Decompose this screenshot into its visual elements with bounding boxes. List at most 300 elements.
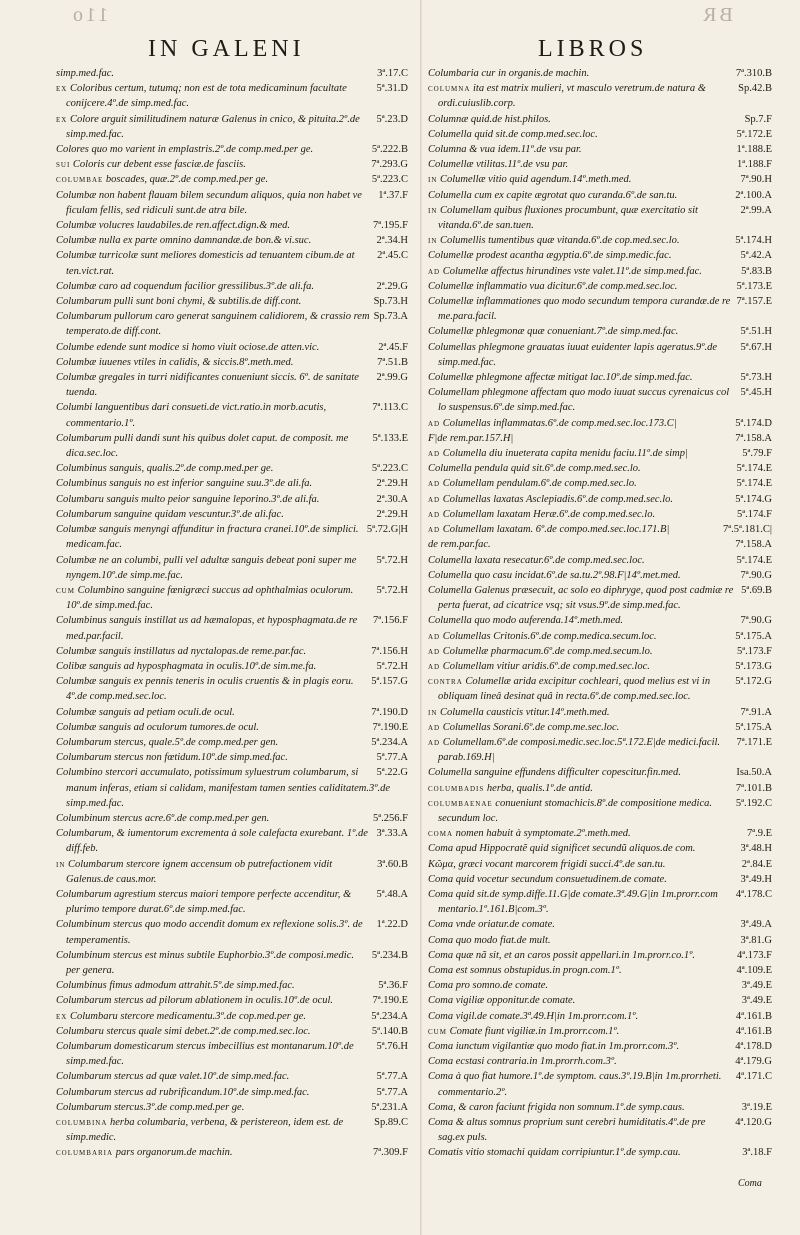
entry-text: Columbaru stercus quale simi debet.2º.de comp.med.sec.loc. bbox=[56, 1025, 311, 1037]
entry-text: Columbe edende sunt modice si homo viuit ociose.de atten.vic. bbox=[56, 341, 320, 353]
entry-text: Columbinus sanguis no est inferior sanguine suu.3º.de ali.fa. bbox=[56, 478, 313, 490]
index-entry bbox=[56, 1085, 408, 1100]
index-entry bbox=[56, 887, 408, 917]
index-entry bbox=[428, 887, 772, 917]
entry-page-reference: 2ª.99.G bbox=[376, 372, 408, 384]
entry-page-reference: 4ª.173.F bbox=[737, 949, 772, 961]
index-entry bbox=[428, 857, 772, 872]
entry-text: Columbino stercori accumulato, potissimum syluestrum columbarum, si manum inferas, etiam si calidam, manifestam tamen senties caliditatem.3º.de simp.med.fac. bbox=[56, 767, 391, 809]
index-entry bbox=[56, 431, 408, 461]
entry-page-reference: 7ª.190.E bbox=[372, 995, 408, 1007]
index-entry bbox=[428, 1039, 772, 1054]
entry-page-reference: 5ª.140.B bbox=[371, 1025, 408, 1037]
entry-text: Coma apud Hippocratẽ quid significet secundũ aliquos.de com. bbox=[428, 843, 696, 855]
index-entry bbox=[56, 476, 408, 491]
entry-page-reference: Sp.7.F bbox=[744, 113, 772, 125]
entry-page-reference: 5ª.72.H bbox=[376, 584, 408, 596]
entry-page-reference: 2ª.34.H bbox=[376, 235, 408, 247]
entry-lead-word: ex bbox=[56, 113, 68, 125]
index-entry bbox=[56, 370, 408, 400]
entry-page-reference: 5ª.174.G bbox=[735, 493, 772, 505]
index-entry bbox=[428, 705, 772, 720]
index-entry bbox=[428, 1054, 772, 1069]
entry-text: Coloribus certum, tutumq; non est de tota medicaminum facultate conijcere.4º.de simp.med.fac. bbox=[66, 83, 347, 110]
entry-text: Coma pro somno.de comate. bbox=[428, 980, 549, 992]
entry-page-reference: 7ª.171.E bbox=[736, 736, 772, 748]
index-entry bbox=[428, 537, 772, 552]
entry-lead-word: ad bbox=[428, 417, 441, 429]
index-entry bbox=[56, 948, 408, 978]
entry-page-reference: Sp.73.A bbox=[373, 311, 408, 323]
entry-text: Columella pendula quid sit.6º.de comp.med.sec.lo. bbox=[428, 463, 641, 475]
entry-page-reference: 7ª.51.B bbox=[377, 356, 408, 368]
entry-page-reference: 4ª.171.C bbox=[735, 1071, 772, 1083]
index-entry bbox=[428, 674, 772, 704]
entry-page-reference: 5ª.174.D bbox=[735, 417, 772, 429]
entry-page-reference: 1ª.188.E bbox=[736, 144, 772, 156]
index-entry bbox=[428, 203, 772, 233]
entry-text: Columbarum pullorum caro generat sanguinem calidiorem, & crassio rem temperato.de diff.cont. bbox=[56, 311, 370, 338]
entry-page-reference: 7ª.156.F bbox=[373, 615, 408, 627]
entry-text: Columellam.6º.de composi.medic.sec.loc.5ª.172.E|de medici.facil. parab.169.H| bbox=[438, 736, 721, 764]
entry-text: Columbæ sanguis ad oculorum tumores.de ocul. bbox=[56, 721, 259, 733]
index-entry bbox=[428, 112, 772, 127]
entry-page-reference: 7ª.190.D bbox=[371, 706, 408, 718]
entry-page-reference: 5ª.172.G bbox=[735, 676, 772, 688]
index-entry bbox=[428, 81, 772, 111]
entry-text: herba columbaria, verbena, & peristereon, idem est. de simp.medic. bbox=[66, 1117, 344, 1144]
index-entry bbox=[428, 613, 772, 628]
index-entry bbox=[56, 978, 408, 993]
index-entry bbox=[56, 613, 408, 643]
index-entry bbox=[428, 157, 772, 172]
entry-text: Columellam quibus fluxiones procumbunt, quæ exercitatio sit vitanda.6º.de san.tuen. bbox=[438, 204, 698, 232]
entry-page-reference: 7ª.5ª.181.C| bbox=[722, 524, 772, 536]
index-entry bbox=[56, 492, 408, 507]
entry-page-reference: 2ª.45.F bbox=[378, 341, 408, 353]
entry-lead-word: in bbox=[428, 174, 438, 186]
index-entry bbox=[56, 750, 408, 765]
entry-text: simp.med.fac. bbox=[56, 68, 115, 79]
entry-page-reference: 5ª.174.E bbox=[736, 478, 772, 490]
entry-text: herba, qualis.1º.de antid. bbox=[486, 782, 593, 794]
entry-text: Columbæ ne an columbi, pulli vel adultæ sanguis debeat poni super me nyngem.10º.de simp.me.fac. bbox=[56, 554, 357, 581]
index-entry bbox=[428, 659, 772, 674]
index-entry bbox=[428, 826, 772, 841]
entry-text: Columbarum sanguine quidam vescuntur.3º.de ali.fac. bbox=[56, 508, 284, 520]
entry-page-reference: 1ª.188.F bbox=[737, 159, 772, 171]
mirror-bleed-through bbox=[0, 6, 800, 28]
index-entry bbox=[428, 264, 772, 279]
entry-page-reference: 3ª.17.C bbox=[377, 68, 408, 79]
entry-lead-word: in bbox=[428, 706, 438, 718]
index-entry bbox=[56, 233, 408, 248]
entry-text: Columbi languentibus dari consueti.de vict.ratio.in morb.acutis, commentario.1º. bbox=[56, 402, 327, 429]
index-entry bbox=[428, 841, 772, 856]
entry-page-reference: 5ª.69.B bbox=[741, 584, 772, 596]
index-entry bbox=[428, 492, 772, 507]
entry-text: Columella quid sit.de comp.med.sec.loc. bbox=[428, 128, 598, 140]
index-entry bbox=[428, 1145, 772, 1160]
entry-lead-word: contra bbox=[428, 676, 463, 688]
entry-text: Coma quid sit.de symp.diffe.11.G|de comate.3ª.49.G|in 1m.prorr.com mentario.1º.161.B|com.3º. bbox=[428, 888, 718, 916]
entry-page-reference: 2ª.29.H bbox=[376, 508, 408, 520]
index-entry bbox=[428, 993, 772, 1008]
index-entry bbox=[56, 157, 408, 172]
index-entry bbox=[428, 629, 772, 644]
index-entry bbox=[428, 340, 772, 370]
entry-text: Columella laxata resecatur.6º.de comp.med.sec.loc. bbox=[428, 554, 645, 566]
entry-text: Coloris cur debent esse fasciæ.de fasciis. bbox=[72, 159, 246, 171]
entry-text: Columbaria cur in organis.de machin. bbox=[428, 68, 590, 79]
index-entry bbox=[56, 826, 408, 856]
entry-text: Columella sanguine effundens difficulter copescitur.fin.med. bbox=[428, 767, 681, 779]
entry-text: Coma à quo fiat humore.1º.de symptom. caus.3º.19.B|in 1m.prorrheti. commentario.2º. bbox=[428, 1071, 722, 1098]
entry-lead-word: ad bbox=[428, 736, 441, 748]
index-entry bbox=[56, 765, 408, 811]
index-entry bbox=[428, 461, 772, 476]
index-entry bbox=[56, 993, 408, 1008]
entry-text: Columellæ arida excipitur cochleari, quod melius est vi in obliquam lineâ desinat quâ in recta.6º.de comp.med.sec.loc. bbox=[438, 676, 711, 703]
entry-lead-word: ex bbox=[56, 83, 68, 95]
entry-page-reference: 7ª.101.B bbox=[735, 782, 772, 794]
entry-page-reference: 5ª.72.G|H bbox=[366, 524, 408, 536]
entry-page-reference: 3ª.60.B bbox=[377, 858, 408, 870]
index-entry bbox=[56, 1145, 408, 1160]
entry-page-reference: 5ª.172.E bbox=[736, 128, 772, 140]
entry-page-reference: 4ª.178.C bbox=[735, 888, 772, 900]
entry-text: Columellæ pharmacum.6º.de comp.med.secum.lo. bbox=[442, 645, 653, 657]
entry-page-reference: 5ª.192.C bbox=[735, 797, 772, 809]
entry-text: Columbarum stercus.3º.de comp.med.per ge. bbox=[56, 1101, 245, 1113]
index-entry bbox=[428, 142, 772, 157]
entry-page-reference: 7ª.9.E bbox=[746, 828, 772, 840]
entry-text: Columella Galenus præsecuit, ac solo eo diphryge, quod post cadmiæ re perta fuerat, ad cicatrice vsq; sit vsus.9º.de simp.med.fac. bbox=[428, 584, 734, 612]
running-title-right: LIBROS bbox=[538, 36, 648, 62]
entry-lead-word: in bbox=[56, 858, 66, 870]
entry-text: Columellam laxatam. 6º.de compo.med.sec.loc.171.B| bbox=[442, 524, 670, 536]
entry-text: Columellæ inflammatio vua dicitur.6º.de comp.med.sec.loc. bbox=[428, 280, 678, 292]
entry-text: Columbino sanguine fœnigræci succus ad ophthalmias oculorum. 10º.de simp.med.fac. bbox=[66, 584, 354, 612]
entry-text: Coma vigiliæ opponitur.de comate. bbox=[428, 995, 576, 1007]
entry-page-reference: 5ª.256.F bbox=[373, 812, 408, 824]
entry-text: Columbæ sanguis ex pennis teneris in oculis cruentis & in plagis eoru. 4º.de comp.med.sec.loc. bbox=[56, 676, 354, 703]
index-entry bbox=[56, 583, 408, 613]
entry-page-reference: 5ª.175.A bbox=[735, 721, 772, 733]
entry-page-reference: 4ª.161.B bbox=[735, 1010, 772, 1022]
entry-page-reference: 5ª.72.H bbox=[376, 660, 408, 672]
entry-page-reference: 5ª.48.A bbox=[376, 888, 408, 900]
catchword: Coma bbox=[738, 1178, 762, 1189]
index-entry bbox=[56, 461, 408, 476]
index-entry bbox=[56, 507, 408, 522]
entry-page-reference: 5ª.79.F bbox=[742, 448, 772, 460]
entry-page-reference: 3ª.48.H bbox=[740, 843, 772, 855]
entry-page-reference: 2ª.100.A bbox=[735, 189, 772, 201]
index-entry bbox=[428, 416, 772, 431]
entry-page-reference: 2ª.45.C bbox=[377, 250, 408, 262]
index-entry bbox=[428, 948, 772, 963]
index-entry bbox=[56, 294, 408, 309]
index-entry bbox=[428, 796, 772, 826]
entry-lead-word: columbadis bbox=[428, 782, 485, 794]
entry-text: Columbæ gregales in turri nidificantes conueniunt siccis. 6º. de sanitate tuenda. bbox=[56, 372, 359, 399]
entry-text: Columellæ prodest acantha ægyptia.6º.de simp.medic.fac. bbox=[428, 250, 672, 262]
entry-text: Columella causticis vtitur.14º.meth.med. bbox=[440, 706, 610, 718]
entry-text: Colores quo mo varient in emplastris.2º.de comp.med.per ge. bbox=[56, 144, 314, 156]
index-entry bbox=[428, 568, 772, 583]
entry-lead-word: ad bbox=[428, 478, 441, 490]
entry-text: Columella diu inueterata capita menidu faciu.11º.de simp| bbox=[442, 448, 688, 460]
entry-text: Columellas inflammatas.6º.de comp.med.sec.loc.173.C| bbox=[442, 417, 677, 429]
index-entry bbox=[428, 385, 772, 415]
entry-text: Coma quæ nã sit, et an caros possit appellari.in 1m.prorr.co.1º. bbox=[428, 949, 696, 961]
index-entry bbox=[56, 644, 408, 659]
index-entry bbox=[428, 978, 772, 993]
entry-lead-word: ad bbox=[428, 645, 441, 657]
entry-lead-word: ad bbox=[428, 448, 441, 460]
entry-page-reference: 3ª.49.E bbox=[741, 980, 772, 992]
index-entry bbox=[56, 522, 408, 552]
index-entry bbox=[56, 735, 408, 750]
entry-text: Comatis vitio stomachi quidam corripiuntur.1º.de symp.cau. bbox=[428, 1147, 681, 1159]
entry-page-reference: 5ª.77.A bbox=[376, 752, 408, 764]
entry-lead-word: ad bbox=[428, 524, 441, 536]
entry-text: Coma quo modo fiat.de mult. bbox=[428, 934, 551, 946]
index-entry bbox=[428, 66, 772, 81]
entry-text: Coma iunctum vigilantiæ quo modo fiat.in 1m.prorr.com.3º. bbox=[428, 1041, 680, 1052]
entry-text: Columbarum stercore ignem accensum ob putrefactionem vidit Galenus.de caus.mor. bbox=[66, 858, 333, 885]
index-entry bbox=[56, 248, 408, 278]
entry-page-reference: 5ª.175.A bbox=[735, 630, 772, 642]
index-entry bbox=[56, 66, 408, 81]
entry-page-reference: 5ª.157.G bbox=[371, 676, 408, 688]
entry-page-reference: 5ª.173.E bbox=[736, 280, 772, 292]
entry-page-reference: 5ª.174.H bbox=[735, 235, 772, 247]
entry-page-reference: 5ª.72.H bbox=[376, 554, 408, 566]
entry-page-reference: 5ª.77.A bbox=[376, 1086, 408, 1098]
entry-lead-word: ad bbox=[428, 660, 441, 672]
bleed-left-text: 11o bbox=[70, 6, 109, 26]
index-entry bbox=[56, 81, 408, 111]
entry-page-reference: 3ª.18.F bbox=[742, 1147, 772, 1159]
entry-text: Columbinum stercus est minus subtile Euphorbio.3º.de composi.medic. per genera. bbox=[56, 949, 355, 976]
index-entry bbox=[56, 340, 408, 355]
index-entry bbox=[428, 1100, 772, 1115]
entry-text: Columellam pendulam.6º.de comp.med.sec.lo. bbox=[442, 478, 637, 490]
entry-lead-word: ad bbox=[428, 265, 441, 277]
entry-lead-word: cum bbox=[56, 584, 75, 596]
entry-page-reference: 7ª.91.A bbox=[740, 706, 772, 718]
index-entry bbox=[56, 1115, 408, 1145]
entry-lead-word: columbaenae bbox=[428, 797, 493, 809]
index-column-right bbox=[428, 66, 772, 1176]
entry-text: Columellas laxatas Asclepiadis.6º.de comp.med.sec.lo. bbox=[442, 493, 673, 505]
entry-text: Columbinum stercus quo modo accendit domum ex reflexione solis.3º. de temperamentis. bbox=[56, 919, 363, 946]
entry-text: Columbarum stercus ad quæ valet.10º.de simp.med.fac. bbox=[56, 1071, 290, 1083]
entry-text: Columellas Critonis.6º.de comp.medica.secum.loc. bbox=[442, 630, 657, 642]
entry-page-reference: 5ª.234.B bbox=[371, 949, 408, 961]
entry-text: Columbæ turricolæ sunt meliores domesticis ad tenuantem cibum.de at ten.vict.rat. bbox=[56, 250, 355, 277]
entry-page-reference: 5ª.234.A bbox=[371, 1010, 408, 1022]
entry-page-reference: 5ª.223.C bbox=[371, 463, 408, 475]
entry-text: Coma est somnus obstupidus.in progn.com.1º. bbox=[428, 964, 622, 976]
entry-page-reference: 7ª.158.A bbox=[735, 432, 772, 444]
entry-text: Columbinum stercus acre.6º.de comp.med.per gen. bbox=[56, 812, 270, 824]
index-entry bbox=[428, 476, 772, 491]
entry-page-reference: 5ª.133.E bbox=[372, 432, 408, 444]
entry-text: Columellam laxatam Heræ.6º.de comp.med.sec.lo. bbox=[442, 508, 656, 520]
entry-page-reference: 2ª.29.G bbox=[376, 280, 408, 292]
index-entry bbox=[428, 431, 772, 446]
entry-page-reference: 5ª.23.D bbox=[376, 113, 408, 125]
entry-text: Columbinus sanguis, qualis.2º.de comp.med.per ge. bbox=[56, 463, 274, 475]
entry-page-reference: 5ª.67.H bbox=[740, 341, 772, 353]
index-entry bbox=[56, 1024, 408, 1039]
entry-text: Columellis tumentibus quæ vitanda.6º.de cop.med.sec.lo. bbox=[440, 235, 680, 247]
entry-text: conueniunt stomachicis.8º.de compositione medica. secundum loc. bbox=[438, 797, 713, 824]
index-entry bbox=[428, 507, 772, 522]
entry-text: Columbarum stercus ad pilorum ablationem in oculis.10º.de ocul. bbox=[56, 995, 334, 1007]
index-entry bbox=[428, 522, 772, 537]
entry-page-reference: 5ª.231.A bbox=[371, 1101, 408, 1113]
index-entry bbox=[56, 112, 408, 142]
entry-text: pars organorum.de machin. bbox=[115, 1147, 233, 1159]
index-entry bbox=[56, 1100, 408, 1115]
entry-text: F|de rem.par.157.H| bbox=[428, 432, 514, 444]
entry-page-reference: 5ª.223.C bbox=[371, 174, 408, 186]
entry-page-reference: 4ª.109.E bbox=[736, 964, 772, 976]
entry-page-reference: 5ª.173.F bbox=[737, 645, 772, 657]
index-entry bbox=[428, 1069, 772, 1099]
entry-page-reference: 5ª.77.A bbox=[376, 1071, 408, 1083]
entry-page-reference: 7ª.113.C bbox=[372, 402, 408, 414]
entry-page-reference: 3ª.19.E bbox=[741, 1101, 772, 1113]
entry-lead-word: ad bbox=[428, 493, 441, 505]
entry-page-reference: 5ª.45.H bbox=[740, 387, 772, 399]
entry-page-reference: 5ª.73.H bbox=[740, 372, 772, 384]
entry-text: Coma, & caron faciunt frigida non somnum.1º.de symp.caus. bbox=[428, 1101, 685, 1113]
index-entry bbox=[428, 1024, 772, 1039]
index-entry bbox=[428, 644, 772, 659]
index-entry bbox=[428, 1009, 772, 1024]
index-entry bbox=[56, 188, 408, 218]
entry-text: Coma vigil.de comate.3ª.49.H|in 1m.prorr.com.1º. bbox=[428, 1010, 639, 1022]
entry-page-reference: 5ª.22.G bbox=[376, 767, 408, 779]
entry-text: Columbæ caro ad coquendum facilior gressilibus.3º.de ali.fa. bbox=[56, 280, 314, 292]
entry-page-reference: 5ª.174.E bbox=[736, 463, 772, 475]
entry-page-reference: 2ª.29.H bbox=[376, 478, 408, 490]
entry-lead-word: ad bbox=[428, 721, 441, 733]
index-entry bbox=[428, 963, 772, 978]
entry-text: Columbæ sanguis menyngi affunditur in fractura cranei.10º.de simplici. medicam.fac. bbox=[56, 524, 359, 551]
index-entry bbox=[428, 294, 772, 324]
index-entry bbox=[56, 218, 408, 233]
entry-page-reference: 5ª.51.H bbox=[740, 326, 772, 338]
entry-lead-word: coma bbox=[428, 828, 454, 840]
entry-text: Columbæ sanguis ad petiam oculi.de ocul. bbox=[56, 706, 235, 718]
index-entry bbox=[56, 553, 408, 583]
entry-page-reference: 1ª.22.D bbox=[376, 919, 408, 931]
page-gutter bbox=[420, 0, 422, 1235]
entry-text: Columna & vua idem.11º.de vsu par. bbox=[428, 144, 582, 156]
entry-text: Columella cum ex capite ægrotat quo curanda.6º.de san.tu. bbox=[428, 189, 678, 201]
entry-lead-word: ad bbox=[428, 508, 441, 520]
entry-page-reference: Isa.50.A bbox=[736, 767, 772, 779]
entry-text: Columella quo modo auferenda.14º.meth.med. bbox=[428, 615, 624, 627]
entry-page-reference: 5ª.173.G bbox=[735, 660, 772, 672]
index-entry bbox=[56, 355, 408, 370]
entry-text: Columbinus fimus admodum attrahit.5º.de simp.med.fac. bbox=[56, 980, 295, 992]
entry-lead-word: in bbox=[428, 204, 438, 216]
entry-text: boscades, quæ.2º.de comp.med.per ge. bbox=[105, 174, 269, 186]
entry-page-reference: 3ª.49.A bbox=[740, 919, 772, 931]
entry-text: Colore arguit similitudinem naturæ Galenus in cnico, & pituita.2º.de simp.med.fac. bbox=[66, 113, 360, 140]
entry-text: de rem.par.fac. bbox=[428, 539, 491, 551]
entry-text: Columellas phlegmone grauatas iuuat euidenter lapis ageratus.9º.de simp.med.fac. bbox=[428, 341, 718, 368]
entry-page-reference: 7ª.293.G bbox=[371, 159, 408, 171]
entry-text: Κῶμα, græci vocant marcorem frigidi succi.4º.de san.tu. bbox=[428, 858, 666, 870]
entry-text: Columellæ phlegmone affectæ mitigat lac.10º.de simp.med.fac. bbox=[428, 372, 693, 384]
entry-text: Columbarum agrestium stercus maiori tempore perfecte accenditur, & plurimo tempore durat.6º.de simp.med.fac. bbox=[56, 888, 352, 916]
index-entry bbox=[56, 400, 408, 430]
entry-text: Columnæ quid.de hist.philos. bbox=[428, 113, 551, 125]
entry-text: Columbarum domesticarum stercus imbecillius est montanarum.10º.de simp.med.fac. bbox=[56, 1041, 354, 1068]
entry-page-reference: 5ª.174.E bbox=[736, 554, 772, 566]
entry-text: Columbaru stercore medicamentu.3º.de cop.med.per ge. bbox=[69, 1010, 307, 1022]
entry-page-reference: 7ª.90.G bbox=[740, 615, 772, 627]
entry-text: Columella quo casu incidat.6º.de sa.tu.2º.98.F|14º.met.med. bbox=[428, 569, 681, 581]
index-column-left bbox=[56, 66, 408, 1176]
index-entry bbox=[428, 446, 772, 461]
entry-text: Columellæ vtilitas.11º.de vsu par. bbox=[428, 159, 569, 171]
index-entry bbox=[428, 370, 772, 385]
index-entry bbox=[428, 172, 772, 187]
entry-text: Coma ecstasi contraria.in 1m.prorrh.com.3º. bbox=[428, 1056, 617, 1068]
entry-page-reference: 3ª.81.G bbox=[740, 934, 772, 946]
entry-lead-word: ad bbox=[428, 630, 441, 642]
entry-text: Columbarum pulli dandi sunt his quibus dolet caput. de composit. me dica.sec.loc. bbox=[56, 432, 349, 460]
entry-text: Columbarum pulli sunt boni chymi, & subtilis.de diff.cont. bbox=[56, 296, 302, 308]
entry-text: Columbæ non habent flauam bilem secundum aliquos, quia non habet ve ficulam fellis, sed ridiculi sunt.de atra bile. bbox=[56, 189, 362, 216]
index-entry bbox=[56, 857, 408, 887]
entry-page-reference: Sp.42.B bbox=[738, 83, 772, 95]
entry-page-reference: 3ª.49.H bbox=[740, 873, 772, 885]
entry-page-reference: 5ª.234.A bbox=[371, 736, 408, 748]
index-entry bbox=[56, 659, 408, 674]
entry-lead-word: columbaria bbox=[56, 1147, 114, 1159]
running-title-left: IN GALENI bbox=[148, 36, 305, 62]
entry-page-reference: 5ª.174.F bbox=[737, 508, 772, 520]
entry-page-reference: 7ª.156.H bbox=[371, 645, 408, 657]
index-entry bbox=[56, 811, 408, 826]
index-entry bbox=[56, 309, 408, 339]
index-entry bbox=[428, 735, 772, 765]
entry-page-reference: 7ª.309.F bbox=[373, 1147, 408, 1159]
index-entry bbox=[428, 324, 772, 339]
entry-page-reference: 7ª.157.E bbox=[736, 296, 772, 308]
entry-text: nomen habuit à symptomate.2º.meth.med. bbox=[455, 828, 631, 840]
entry-text: Columbæ sanguis instillatus ad nyctalopas.de reme.par.fac. bbox=[56, 645, 307, 657]
entry-page-reference: 5ª.83.B bbox=[741, 265, 772, 277]
entry-text: Columbaru sanguis multo peior sanguine leporino.3º.de ali.fa. bbox=[56, 493, 320, 505]
entry-page-reference: 5ª.36.F bbox=[378, 980, 408, 992]
entry-page-reference: 7ª.90.H bbox=[740, 174, 772, 186]
entry-lead-word: ex bbox=[56, 1010, 68, 1022]
entry-text: Columbæ iuuenes vtiles in calidis, & siccis.8º.meth.med. bbox=[56, 356, 294, 368]
entry-text: Columellam phlegmone affectam quo modo iuuat succus cyrenaicus col lo suspensus.6º.de simp.med.fac. bbox=[428, 387, 730, 414]
index-entry bbox=[56, 1009, 408, 1024]
